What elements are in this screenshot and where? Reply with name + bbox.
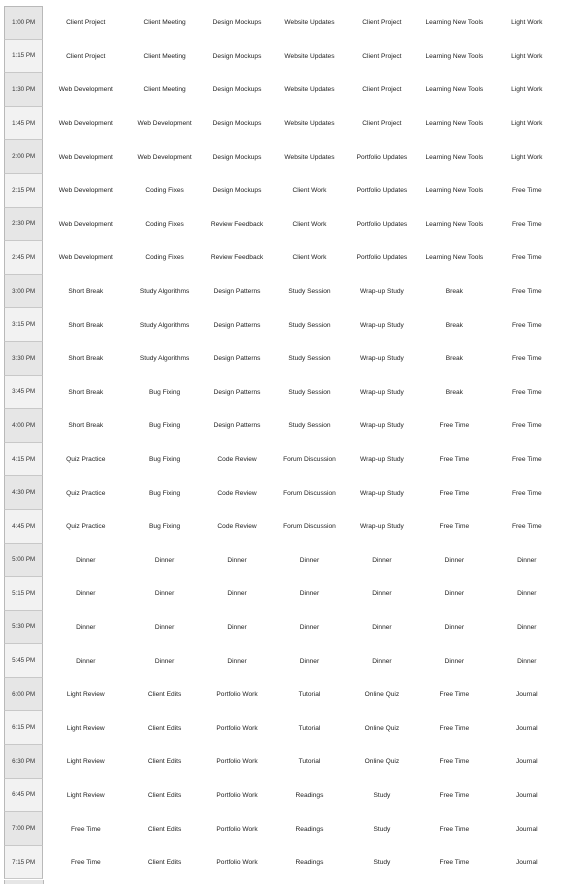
schedule-cell: Design Patterns	[213, 388, 261, 396]
schedule-cell: Free Time	[511, 288, 542, 296]
schedule-cell: Client Work	[292, 187, 327, 195]
schedule-cell: Online Quiz	[364, 691, 400, 699]
time-slot-label: 4:15 PM	[4, 443, 43, 477]
schedule-cell: Bug Fixing	[149, 489, 181, 497]
schedule-cell: Wrap-up Study	[359, 422, 404, 430]
schedule-cell: Light Work	[511, 120, 543, 128]
schedule-cell: Dinner	[517, 590, 537, 598]
time-slot-label: 1:30 PM	[4, 73, 43, 107]
schedule-cell: Study	[373, 825, 391, 833]
time-slot-label: 4:00 PM	[4, 409, 43, 443]
schedule-cell: Dinner	[76, 623, 96, 631]
schedule-cell: Client Edits	[147, 758, 182, 766]
table-row	[0, 476, 563, 510]
schedule-cell: Free Time	[511, 489, 542, 497]
table-row	[0, 846, 563, 880]
schedule-cell: Quiz Practice	[66, 523, 106, 531]
schedule-cell: Forum Discussion	[283, 489, 336, 497]
schedule-cell: Quiz Practice	[66, 456, 106, 464]
schedule-cell: Break	[445, 288, 463, 296]
schedule-cell: Tutorial	[298, 724, 321, 732]
schedule-cell: Coding Fixes	[145, 220, 184, 228]
schedule-cell: Journal	[515, 791, 538, 799]
table-row	[0, 611, 563, 645]
schedule-cell: Dinner	[227, 556, 247, 564]
schedule-cell: Break	[445, 321, 463, 329]
schedule-cell: Client Project	[362, 86, 402, 94]
schedule-cell: Dinner	[517, 556, 537, 564]
schedule-cell: Short Break	[68, 321, 104, 329]
schedule-cell: Dinner	[299, 556, 320, 564]
schedule-cell: Client Meeting	[143, 86, 186, 94]
schedule-cell: Review Feedback	[210, 254, 264, 262]
time-slot-label: 4:45 PM	[4, 510, 43, 544]
schedule-cell: Journal	[515, 724, 538, 732]
schedule-cell: Learning New Tools	[425, 120, 484, 128]
schedule-cell: Free Time	[439, 758, 470, 766]
schedule-cell: Client Edits	[147, 691, 182, 699]
schedule-cell: Wrap-up Study	[359, 288, 404, 296]
schedule-cell: Dinner	[444, 556, 465, 564]
schedule-cell: Light Work	[511, 86, 543, 94]
table-row	[0, 208, 563, 242]
schedule-cell: Free Time	[511, 355, 542, 363]
schedule-cell: Learning New Tools	[425, 153, 484, 161]
table-row	[0, 510, 563, 544]
time-slot-label: 1:00 PM	[4, 6, 43, 40]
schedule-cell: Study Algorithms	[139, 321, 190, 329]
schedule-cell: Dinner	[372, 556, 392, 564]
schedule-cell: Dinner	[444, 623, 465, 631]
schedule-cell: Free Time	[511, 388, 542, 396]
time-slot-label: 5:30 PM	[4, 611, 43, 645]
schedule-cell: Short Break	[68, 355, 104, 363]
schedule-cell: Design Mockups	[212, 52, 262, 60]
schedule-cell: Quiz Practice	[66, 489, 106, 497]
schedule-cell: Free Time	[439, 456, 470, 464]
schedule-cell: Free Time	[439, 691, 470, 699]
schedule-cell: Wrap-up Study	[359, 489, 404, 497]
schedule-cell: Free Time	[511, 321, 542, 329]
schedule-cell: Client Edits	[147, 825, 182, 833]
schedule-cell: Short Break	[68, 388, 104, 396]
schedule-cell: Client Work	[292, 254, 327, 262]
schedule-cell: Dinner	[154, 556, 175, 564]
schedule-cell: Free Time	[511, 456, 542, 464]
schedule-cell: Readings	[295, 825, 324, 833]
schedule-cell: Dinner	[154, 623, 175, 631]
schedule-cell: Client Project	[362, 120, 402, 128]
schedule-cell: Journal	[515, 758, 538, 766]
schedule-cell: Dinner	[299, 657, 320, 665]
schedule-cell: Dinner	[444, 657, 465, 665]
schedule-cell: Study Session	[288, 355, 331, 363]
schedule-cell: Dinner	[154, 590, 175, 598]
schedule-cell: Study Session	[288, 321, 331, 329]
schedule-cell: Portfolio Work	[216, 758, 258, 766]
schedule-cell: Portfolio Updates	[356, 254, 408, 262]
schedule-cell: Study Algorithms	[139, 288, 190, 296]
schedule-cell: Website Updates	[284, 52, 335, 60]
schedule-cell: Break	[445, 388, 463, 396]
schedule-cell: Free Time	[70, 859, 101, 867]
schedule-cell: Dinner	[517, 657, 537, 665]
schedule-cell: Free Time	[439, 724, 470, 732]
schedule-cell: Dinner	[372, 623, 392, 631]
schedule-cell: Client Project	[362, 19, 402, 27]
time-slot-label: 3:00 PM	[4, 275, 43, 309]
table-row	[0, 308, 563, 342]
schedule-cell: Website Updates	[284, 86, 335, 94]
schedule-cell: Dinner	[372, 590, 392, 598]
schedule-cell: Free Time	[439, 859, 470, 867]
table-row	[0, 577, 563, 611]
schedule-cell: Study	[373, 859, 391, 867]
schedule-cell: Wrap-up Study	[359, 355, 404, 363]
schedule-cell: Free Time	[511, 422, 542, 430]
schedule-cell: Portfolio Work	[216, 691, 258, 699]
time-slot-label: 6:15 PM	[4, 711, 43, 745]
table-row	[0, 275, 563, 309]
schedule-cell: Bug Fixing	[149, 523, 181, 531]
schedule-cell: Free Time	[70, 825, 101, 833]
schedule-cell: Light Review	[66, 691, 105, 699]
schedule-cell: Free Time	[511, 187, 542, 195]
schedule-cell: Website Updates	[284, 19, 335, 27]
schedule-cell: Design Patterns	[213, 288, 261, 296]
schedule-cell: Dinner	[372, 657, 392, 665]
schedule-cell: Journal	[515, 691, 538, 699]
schedule-cell: Bug Fixing	[149, 388, 181, 396]
schedule-cell: Client Edits	[147, 791, 182, 799]
schedule-cell: Dinner	[76, 590, 96, 598]
schedule-cell: Light Work	[511, 153, 543, 161]
schedule-cell: Learning New Tools	[425, 254, 484, 262]
schedule-cell: Study Session	[288, 388, 331, 396]
schedule-cell: Web Development	[137, 120, 192, 128]
table-row	[0, 644, 563, 678]
schedule-cell: Bug Fixing	[149, 456, 181, 464]
schedule-cell: Dinner	[227, 623, 247, 631]
table-row	[0, 6, 563, 40]
schedule-cell: Web Development	[58, 254, 113, 262]
table-row	[0, 241, 563, 275]
schedule-cell: Portfolio Work	[216, 859, 258, 867]
time-slot-label: 2:00 PM	[4, 140, 43, 174]
schedule-cell: Client Work	[292, 220, 327, 228]
table-row	[0, 140, 563, 174]
time-slot-label: 5:00 PM	[4, 544, 43, 578]
schedule-cell: Client Edits	[147, 859, 182, 867]
schedule-cell: Dinner	[517, 623, 537, 631]
time-slot-label: 5:15 PM	[4, 577, 43, 611]
schedule-cell: Web Development	[58, 220, 113, 228]
schedule-cell: Light Review	[66, 758, 105, 766]
schedule-cell: Website Updates	[284, 153, 335, 161]
schedule-cell: Client Meeting	[143, 52, 186, 60]
schedule-cell: Client Project	[362, 52, 402, 60]
schedule-cell: Dinner	[76, 556, 96, 564]
schedule-cell: Design Mockups	[212, 187, 262, 195]
table-row	[0, 443, 563, 477]
time-slot-label: 6:30 PM	[4, 745, 43, 779]
table-row	[0, 779, 563, 813]
schedule-cell: Review Feedback	[210, 220, 264, 228]
schedule-cell: Portfolio Work	[216, 825, 258, 833]
schedule-cell: Portfolio Updates	[356, 187, 408, 195]
schedule-cell: Tutorial	[298, 758, 321, 766]
schedule-cell: Bug Fixing	[149, 422, 181, 430]
schedule-cell: Design Mockups	[212, 153, 262, 161]
schedule-cell: Light Work	[511, 19, 543, 27]
schedule-cell: Dinner	[227, 657, 247, 665]
time-slot-label: 2:15 PM	[4, 174, 43, 208]
table-row	[0, 40, 563, 74]
schedule-cell: Study Algorithms	[139, 355, 190, 363]
table-row	[0, 711, 563, 745]
schedule-cell: Free Time	[439, 489, 470, 497]
schedule-cell: Free Time	[439, 791, 470, 799]
schedule-cell: Dinner	[76, 657, 96, 665]
schedule-cell: Dinner	[154, 657, 175, 665]
table-row	[0, 73, 563, 107]
table-row	[0, 544, 563, 578]
schedule-cell: Forum Discussion	[283, 456, 336, 464]
time-slot-label: 3:15 PM	[4, 308, 43, 342]
schedule-grid	[0, 6, 563, 879]
time-slot-label: 6:00 PM	[4, 678, 43, 712]
schedule-cell: Portfolio Work	[216, 791, 258, 799]
schedule-cell: Learning New Tools	[425, 220, 484, 228]
time-slot-label: 3:30 PM	[4, 342, 43, 376]
schedule-cell: Wrap-up Study	[359, 523, 404, 531]
schedule-cell: Free Time	[439, 523, 470, 531]
schedule-cell: Design Patterns	[213, 355, 261, 363]
schedule-cell: Web Development	[58, 187, 113, 195]
schedule-cell: Portfolio Updates	[356, 220, 408, 228]
schedule-cell: Readings	[295, 791, 324, 799]
schedule-cell: Client Project	[66, 19, 106, 27]
schedule-cell: Study	[373, 791, 391, 799]
schedule-cell: Learning New Tools	[425, 52, 484, 60]
schedule-cell: Code Review	[217, 523, 257, 531]
schedule-cell: Design Patterns	[213, 321, 261, 329]
schedule-cell: Code Review	[217, 489, 257, 497]
schedule-cell: Client Meeting	[143, 19, 186, 27]
schedule-cell: Learning New Tools	[425, 19, 484, 27]
time-slot-label: 1:45 PM	[4, 107, 43, 141]
table-row	[0, 409, 563, 443]
time-slot-label: 7:15 PM	[4, 846, 43, 880]
schedule-cell: Web Development	[58, 86, 113, 94]
schedule-cell: Portfolio Work	[216, 724, 258, 732]
schedule-cell: Forum Discussion	[283, 523, 336, 531]
table-row	[0, 342, 563, 376]
time-slot-label: 7:00 PM	[4, 812, 43, 846]
schedule-cell: Dinner	[227, 590, 247, 598]
schedule-cell: Light Review	[66, 724, 105, 732]
schedule-cell: Free Time	[511, 220, 542, 228]
schedule-cell: Light Review	[66, 791, 105, 799]
schedule-cell: Dinner	[299, 623, 320, 631]
schedule-cell: Wrap-up Study	[359, 321, 404, 329]
schedule-cell: Free Time	[511, 523, 542, 531]
schedule-cell: Tutorial	[298, 691, 321, 699]
table-row	[0, 107, 563, 141]
schedule-cell: Web Development	[58, 120, 113, 128]
time-slot-label: 4:30 PM	[4, 476, 43, 510]
time-slot-label: 2:45 PM	[4, 241, 43, 275]
schedule-cell: Coding Fixes	[145, 254, 184, 262]
schedule-cell: Web Development	[137, 153, 192, 161]
schedule-cell: Short Break	[68, 288, 104, 296]
schedule-cell: Learning New Tools	[425, 187, 484, 195]
schedule-cell: Break	[445, 355, 463, 363]
schedule-cell: Journal	[515, 825, 538, 833]
table-row	[0, 678, 563, 712]
time-slot-label: 5:45 PM	[4, 644, 43, 678]
schedule-cell: Design Mockups	[212, 19, 262, 27]
schedule-cell: Coding Fixes	[145, 187, 184, 195]
schedule-cell: Code Review	[217, 456, 257, 464]
table-row	[0, 174, 563, 208]
schedule-cell: Client Edits	[147, 724, 182, 732]
schedule-cell: Dinner	[444, 590, 465, 598]
time-slot-label: 1:15 PM	[4, 40, 43, 74]
time-slot-label: 6:45 PM	[4, 779, 43, 813]
schedule-cell: Free Time	[439, 825, 470, 833]
schedule-cell: Website Updates	[284, 120, 335, 128]
table-row	[0, 745, 563, 779]
schedule-cell: Online Quiz	[364, 724, 400, 732]
schedule-cell: Journal	[515, 859, 538, 867]
schedule-cell: Design Mockups	[212, 120, 262, 128]
schedule-cell: Study Session	[288, 288, 331, 296]
schedule-cell: Free Time	[511, 254, 542, 262]
schedule-cell: Light Work	[511, 52, 543, 60]
schedule-cell: Portfolio Updates	[356, 153, 408, 161]
schedule-cell: Client Project	[66, 52, 106, 60]
schedule-cell: Dinner	[299, 590, 320, 598]
schedule-cell: Design Mockups	[212, 86, 262, 94]
schedule-cell: Learning New Tools	[425, 86, 484, 94]
schedule-cell: Wrap-up Study	[359, 456, 404, 464]
schedule-cell: Short Break	[68, 422, 104, 430]
schedule-cell: Study Session	[288, 422, 331, 430]
schedule-cell: Free Time	[439, 422, 470, 430]
schedule-cell: Online Quiz	[364, 758, 400, 766]
schedule-cell: Web Development	[58, 153, 113, 161]
schedule-cell: Readings	[295, 859, 324, 867]
schedule-cell: Design Patterns	[213, 422, 261, 430]
time-slot-label: 2:30 PM	[4, 208, 43, 242]
schedule-cell: Wrap-up Study	[359, 388, 404, 396]
time-slot-label: 3:45 PM	[4, 376, 43, 410]
table-row	[0, 376, 563, 410]
table-row	[0, 812, 563, 846]
